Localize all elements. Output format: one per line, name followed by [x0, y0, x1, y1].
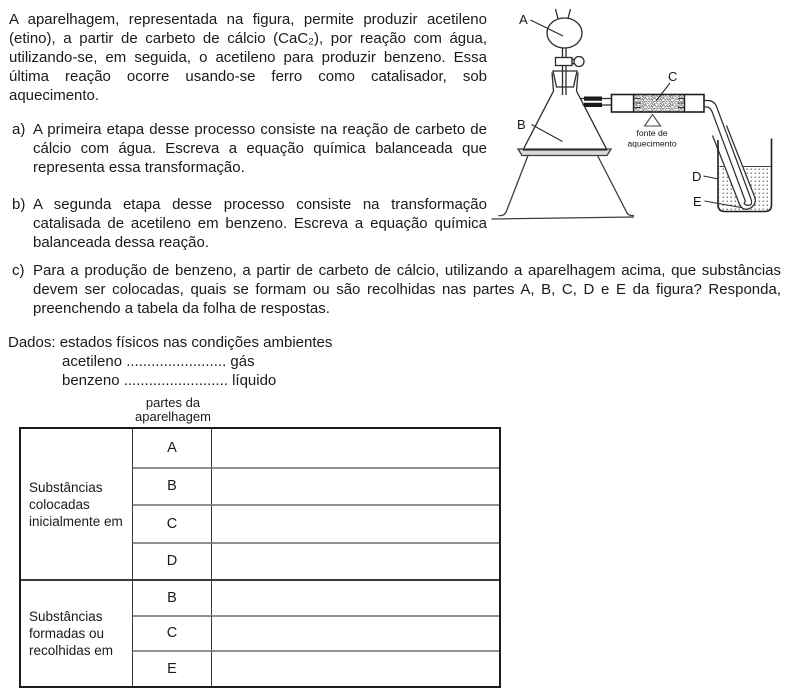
- text-line: cálcio com água. Escreva a equação química balanceada que: [33, 140, 487, 157]
- group1-label: [21, 429, 133, 579]
- leader-line-b: [532, 125, 563, 142]
- answer-cell-a: [212, 429, 499, 467]
- group-label-line: Substâncias: [29, 479, 103, 495]
- text-line: A segunda etapa desse processo consiste na transformação: [33, 196, 487, 213]
- funnel-bulb: [547, 18, 582, 48]
- apparatus-diagram: [490, 0, 788, 240]
- text-line: A aparelhagem, representada na figura, permite produzir acetileno: [9, 11, 487, 28]
- answer-cell-b2: [212, 579, 499, 615]
- text-line: balanceada dessa reação.: [33, 234, 209, 251]
- heating-source: [627, 115, 676, 149]
- item-marker: a): [12, 121, 26, 138]
- group-label-line: Substâncias: [29, 608, 103, 624]
- dados-block: [8, 333, 332, 390]
- diagram-label-e: E: [693, 194, 702, 209]
- table-header-line: aparelhagem: [135, 409, 211, 424]
- text-line: representa essa transformação.: [33, 159, 245, 176]
- answer-cell-e: [212, 650, 499, 686]
- group-label-line: recolhidas em: [29, 642, 114, 658]
- dropping-funnel: [547, 9, 584, 67]
- leader-line-d: [704, 176, 719, 179]
- stopper: [553, 71, 577, 87]
- group-label-line: colocadas: [29, 496, 90, 512]
- burner-triangle-icon: [645, 115, 661, 127]
- intro-paragraph: [9, 10, 487, 105]
- text-line: A primeira etapa desse processo consiste na reação de carbeto de: [33, 121, 487, 138]
- diagram-label-a: A: [519, 12, 528, 27]
- text-line: catalisada de acetileno em benzeno. Escreva a equação química: [33, 215, 487, 232]
- row-letter-cell: B: [133, 579, 212, 615]
- group-label-line: inicialmente em: [29, 513, 123, 529]
- text-line: devem ser colocadas, quais se formam ou são recolhidas nas partes A, B, C, D e E da figura? Responda,: [33, 281, 781, 298]
- answer-cell-c: [212, 504, 499, 542]
- text-line: preenchendo a tabela da folha de respostas.: [33, 300, 330, 317]
- item-marker: c): [12, 262, 25, 279]
- answer-cell-d: [212, 542, 499, 580]
- question-item-a: [12, 120, 487, 177]
- diagram-label-d: D: [692, 169, 702, 184]
- answers-table: [19, 427, 501, 688]
- row-letter-cell: E: [133, 650, 212, 686]
- answer-cell-c2: [212, 615, 499, 651]
- row-letter-cell: D: [133, 542, 212, 580]
- row-letter-cell: B: [133, 467, 212, 505]
- dados-entry-benzeno: benzeno ......................... líquido: [62, 372, 277, 389]
- heat-source-label-line1: fonte de: [636, 128, 668, 138]
- text-line: última reação ocorre usando-se ferro como catalisador, sob: [9, 68, 487, 85]
- heat-source-label-line2: aquecimento: [627, 138, 677, 149]
- text-line: (etino), a partir de carbeto de cálcio (CaC₂), por reação com água,: [9, 30, 487, 47]
- answer-cell-b: [212, 467, 499, 505]
- dados-entry-acetileno: acetileno ........................ gás: [62, 353, 255, 370]
- diagram-label-c: C: [668, 69, 678, 84]
- text-line: aquecimento.: [9, 87, 100, 104]
- stopcock: [556, 57, 585, 67]
- diagram-label-b: B: [517, 117, 526, 132]
- question-item-c: [12, 261, 781, 318]
- table-header: [132, 396, 214, 424]
- item-marker: b): [12, 196, 26, 213]
- row-letter-cell: C: [133, 615, 212, 651]
- group-label-line: formadas ou: [29, 625, 105, 641]
- row-letter-cell: C: [133, 504, 212, 542]
- tripod-stand: [492, 149, 635, 219]
- text-line: Para a produção de benzeno, a partir de carbeto de cálcio, utilizando a aparelhagem acima, que substâncias: [33, 262, 781, 279]
- catalyst-tube: [612, 95, 705, 113]
- text-line: utilizando-se, em seguida, o acetileno para produzir benzeno. Essa: [9, 49, 487, 66]
- item-text: [33, 120, 487, 177]
- item-text: [33, 261, 781, 318]
- side-arm-tube: [580, 97, 612, 108]
- question-item-b: [12, 195, 487, 252]
- group2-label: [21, 579, 133, 686]
- erlenmeyer-flask: [523, 66, 607, 151]
- table-header-line: partes da: [145, 395, 201, 410]
- dados-title: Dados: estados físicos nas condições ambientes: [8, 334, 333, 351]
- row-letter-cell: A: [133, 429, 212, 467]
- item-text: [33, 195, 487, 252]
